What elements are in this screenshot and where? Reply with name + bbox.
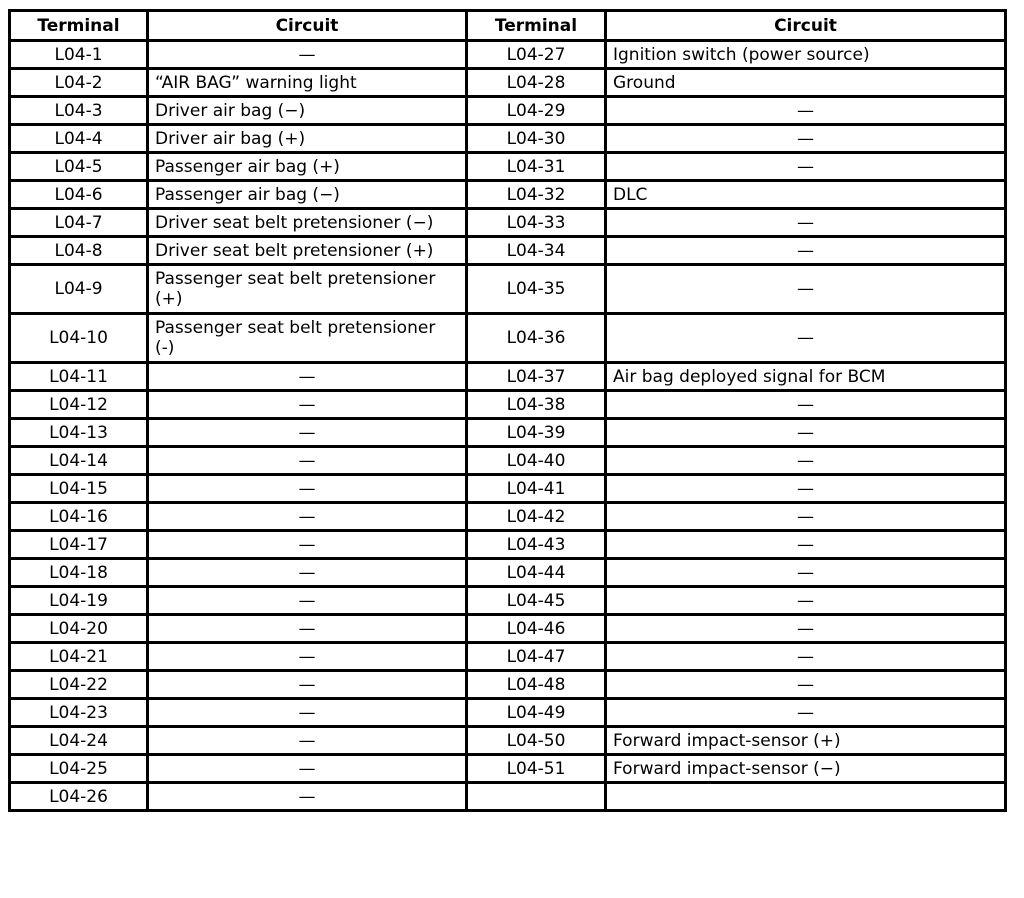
header-terminal-right: Terminal [467,11,606,41]
terminal-right-cell: L04-44 [467,559,606,587]
terminal-left-cell: L04-15 [10,475,148,503]
terminal-right-cell: L04-49 [467,699,606,727]
terminal-left-cell: L04-16 [10,503,148,531]
circuit-left-cell: — [148,391,467,419]
terminal-right-cell: L04-51 [467,755,606,783]
circuit-left-cell: Driver air bag (+) [148,125,467,153]
terminal-left-cell: L04-20 [10,615,148,643]
circuit-right-cell: — [606,391,1006,419]
circuit-left-cell: — [148,531,467,559]
circuit-right-cell: — [606,153,1006,181]
circuit-right-cell: Ground [606,69,1006,97]
circuit-right-cell: — [606,97,1006,125]
terminal-right-cell: L04-37 [467,363,606,391]
terminal-right-cell: L04-34 [467,237,606,265]
table-row [10,419,1006,447]
circuit-left-cell: Passenger seat belt pretensioner (-) [148,314,467,363]
terminal-right-cell: L04-28 [467,69,606,97]
circuit-left-cell: Passenger air bag (−) [148,181,467,209]
circuit-right-cell: — [606,671,1006,699]
terminal-right-cell: L04-36 [467,314,606,363]
circuit-right-cell: — [606,503,1006,531]
circuit-right-cell: Forward impact-sensor (+) [606,727,1006,755]
terminal-left-cell: L04-5 [10,153,148,181]
terminal-left-cell: L04-25 [10,755,148,783]
terminal-left-cell: L04-8 [10,237,148,265]
circuit-left-cell: — [148,475,467,503]
circuit-left-cell: — [148,503,467,531]
terminal-left-cell: L04-10 [10,314,148,363]
circuit-left-cell: — [148,755,467,783]
terminal-right-cell: L04-48 [467,671,606,699]
table-row [10,503,1006,531]
terminal-circuit-table [8,9,1007,812]
circuit-left-cell: — [148,41,467,69]
terminal-right-cell: L04-45 [467,587,606,615]
terminal-right-cell: L04-41 [467,475,606,503]
circuit-right-cell: — [606,419,1006,447]
terminal-left-cell: L04-11 [10,363,148,391]
header-terminal-left: Terminal [10,11,148,41]
circuit-right-cell: — [606,314,1006,363]
table-row [10,755,1006,783]
header-row [10,11,1006,41]
table-row [10,363,1006,391]
circuit-left-cell: Driver seat belt pretensioner (−) [148,209,467,237]
terminal-right-cell: L04-31 [467,153,606,181]
circuit-right-cell: — [606,699,1006,727]
terminal-right-cell: L04-42 [467,503,606,531]
circuit-right-cell: Forward impact-sensor (−) [606,755,1006,783]
table-row [10,559,1006,587]
table-row [10,391,1006,419]
terminal-right-cell: L04-29 [467,97,606,125]
circuit-left-cell: — [148,699,467,727]
terminal-right-cell: L04-27 [467,41,606,69]
circuit-left-cell: — [148,727,467,755]
terminal-left-cell: L04-6 [10,181,148,209]
circuit-left-cell: — [148,615,467,643]
circuit-right-cell: DLC [606,181,1006,209]
circuit-left-cell: Driver air bag (−) [148,97,467,125]
terminal-right-cell: L04-32 [467,181,606,209]
terminal-right-cell: L04-46 [467,615,606,643]
circuit-left-cell: Passenger seat belt pretensioner (+) [148,265,467,314]
circuit-left-cell: — [148,447,467,475]
header-circuit-left: Circuit [148,11,467,41]
table-row [10,587,1006,615]
table-row [10,69,1006,97]
circuit-right-cell: — [606,447,1006,475]
circuit-right-cell: — [606,265,1006,314]
terminal-left-cell: L04-13 [10,419,148,447]
circuit-left-cell: Passenger air bag (+) [148,153,467,181]
circuit-left-cell: “AIR BAG” warning light [148,69,467,97]
circuit-left-cell: — [148,783,467,811]
terminal-right-cell: L04-43 [467,531,606,559]
table-row [10,237,1006,265]
circuit-right-cell: — [606,209,1006,237]
table-row [10,265,1006,314]
terminal-left-cell: L04-23 [10,699,148,727]
terminal-left-cell: L04-12 [10,391,148,419]
terminal-left-cell: L04-17 [10,531,148,559]
circuit-left-cell: — [148,671,467,699]
circuit-right-cell: Air bag deployed signal for BCM [606,363,1006,391]
circuit-left-cell: — [148,419,467,447]
terminal-left-cell: L04-24 [10,727,148,755]
terminal-right-cell [467,783,606,811]
terminal-left-cell: L04-21 [10,643,148,671]
terminal-left-cell: L04-26 [10,783,148,811]
table-row [10,125,1006,153]
terminal-left-cell: L04-2 [10,69,148,97]
table-row [10,475,1006,503]
terminal-left-cell: L04-7 [10,209,148,237]
terminal-right-cell: L04-38 [467,391,606,419]
table-row [10,699,1006,727]
terminal-left-cell: L04-19 [10,587,148,615]
circuit-right-cell [606,783,1006,811]
table-row [10,314,1006,363]
circuit-right-cell: — [606,125,1006,153]
header-circuit-right: Circuit [606,11,1006,41]
circuit-left-cell: — [148,643,467,671]
circuit-right-cell: — [606,587,1006,615]
circuit-left-cell: — [148,559,467,587]
circuit-right-cell: — [606,615,1006,643]
table-row [10,615,1006,643]
table-row [10,531,1006,559]
table-row [10,447,1006,475]
table-row [10,181,1006,209]
circuit-right-cell: — [606,643,1006,671]
table-row [10,727,1006,755]
terminal-left-cell: L04-1 [10,41,148,69]
circuit-left-cell: Driver seat belt pretensioner (+) [148,237,467,265]
table-row [10,153,1006,181]
circuit-left-cell: — [148,363,467,391]
terminal-left-cell: L04-3 [10,97,148,125]
terminal-right-cell: L04-50 [467,727,606,755]
table-row [10,97,1006,125]
table-row [10,643,1006,671]
circuit-right-cell: — [606,475,1006,503]
table-row [10,783,1006,811]
terminal-left-cell: L04-4 [10,125,148,153]
table-row [10,41,1006,69]
terminal-right-cell: L04-39 [467,419,606,447]
terminal-right-cell: L04-40 [467,447,606,475]
terminal-right-cell: L04-33 [467,209,606,237]
table-row [10,671,1006,699]
terminal-right-cell: L04-35 [467,265,606,314]
terminal-left-cell: L04-22 [10,671,148,699]
circuit-right-cell: — [606,237,1006,265]
circuit-right-cell: — [606,531,1006,559]
terminal-right-cell: L04-30 [467,125,606,153]
terminal-left-cell: L04-18 [10,559,148,587]
circuit-right-cell: Ignition switch (power source) [606,41,1006,69]
circuit-left-cell: — [148,587,467,615]
terminal-right-cell: L04-47 [467,643,606,671]
table-row [10,209,1006,237]
terminal-left-cell: L04-14 [10,447,148,475]
terminal-left-cell: L04-9 [10,265,148,314]
circuit-right-cell: — [606,559,1006,587]
